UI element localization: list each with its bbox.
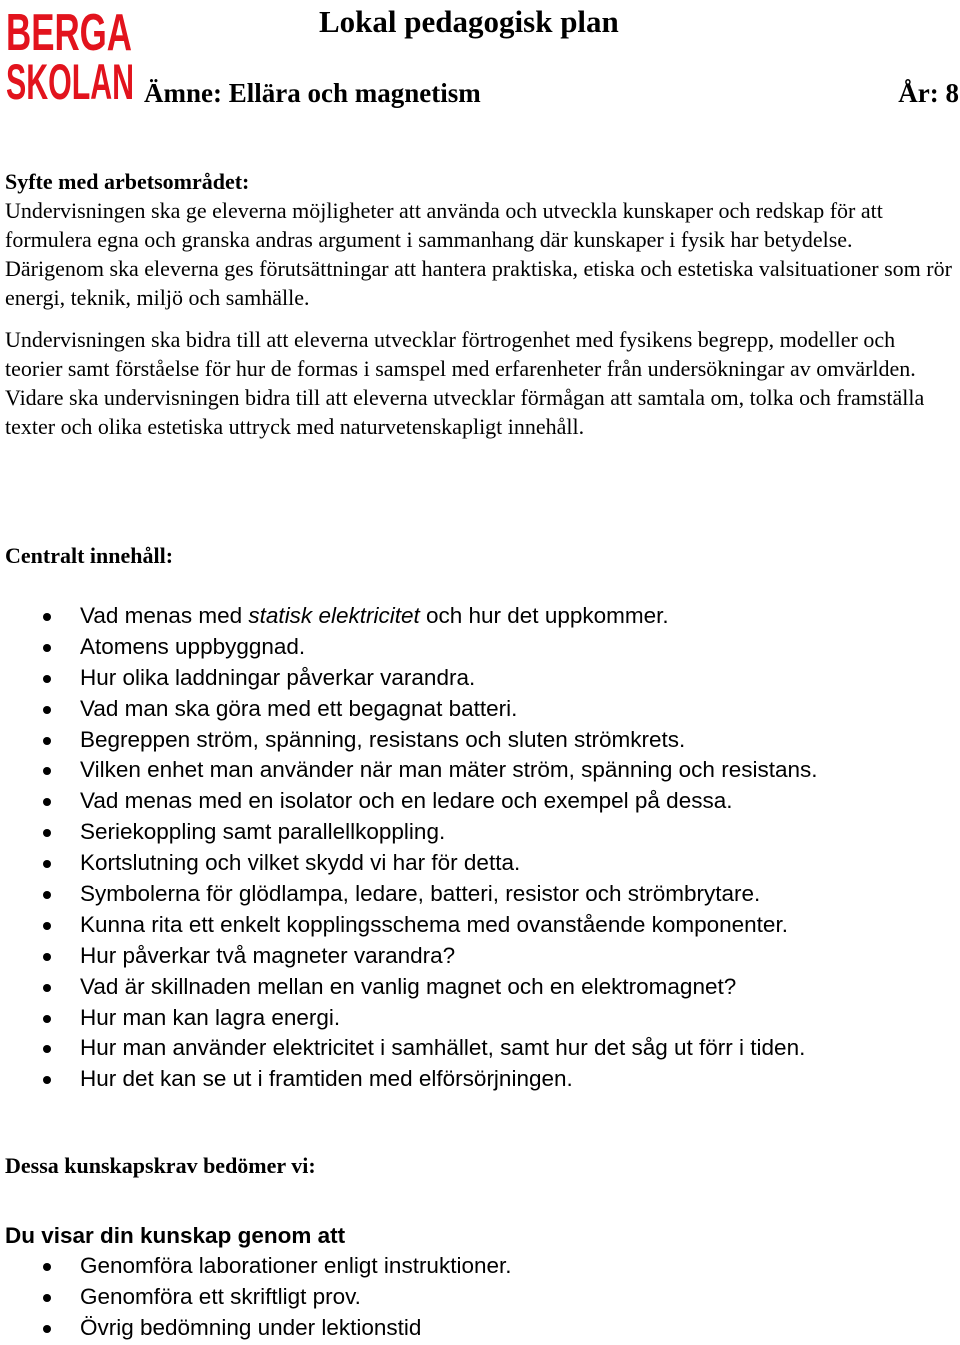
list-item: Genomföra ett skriftligt prov. (5, 1282, 955, 1313)
purpose-heading: Syfte med arbetsområdet: (5, 169, 250, 194)
central-content-section (5, 541, 955, 1095)
list-item-text-start: Vad menas med (80, 603, 249, 628)
list-item: Atomens uppbyggnad. (5, 632, 955, 663)
list-item: Hur man kan lagra energi. (5, 1003, 955, 1034)
school-logo (4, 2, 136, 110)
list-item: Kortslutning och vilket skydd vi har för detta. (5, 848, 955, 879)
list-item: Övrig bedömning under lektionstid (5, 1313, 955, 1344)
assessment-section (5, 1151, 955, 1180)
list-item: Hur man använder elektricitet i samhället, samt hur det såg ut förr i tiden. (5, 1033, 955, 1064)
list-item: Hur påverkar två magneter varandra? (5, 941, 955, 972)
central-content-heading: Centralt innehåll: (5, 543, 174, 568)
list-item: Begreppen ström, spänning, resistans och sluten strömkrets. (5, 725, 955, 756)
list-item: Vad är skillnaden mellan en vanlig magnet och en elektromagnet? (5, 972, 955, 1003)
central-content-list (5, 601, 955, 1095)
document-title: Lokal pedagogisk plan (319, 4, 619, 39)
list-item: Kunna rita ett enkelt kopplingsschema med ovanstående komponenter. (5, 910, 955, 941)
purpose-paragraph: Undervisningen ska bidra till att eleverna utvecklar förtrogenhet med fysikens begrepp, modeller och teorier samt förståelse för hur de formas i samspel med erfarenheter från undersökningar av omvärlden. Vidare ska undervisningen bidra till att eleverna utvecklar förmågan att samtala om, tolka och framställa texter och olika estetiska uttryck med naturvetenskapligt innehåll. (5, 327, 925, 439)
year-label: År: 8 (898, 78, 959, 108)
purpose-section (5, 167, 955, 441)
list-item: Hur det kan se ut i framtiden med elförsörjningen. (5, 1064, 955, 1095)
list-item-emphasis: statisk elektricitet (248, 603, 420, 628)
list-item: Seriekoppling samt parallellkoppling. (5, 817, 955, 848)
berga-skolan-logo-image (4, 2, 136, 110)
subject-heading: Ämne: Ellära och magnetism (144, 78, 481, 108)
assessment-subheading: Du visar din kunskap genom att (5, 1223, 346, 1248)
list-item: Vilken enhet man använder när man mäter ström, spänning och resistans. (5, 755, 955, 786)
list-item (5, 601, 955, 632)
assessment-heading: Dessa kunskapskrav bedömer vi: (5, 1153, 316, 1178)
list-item: Vad man ska göra med ett begagnat batteri. (5, 694, 955, 725)
list-item: Genomföra laborationer enligt instruktioner. (5, 1251, 955, 1282)
list-item: Hur olika laddningar påverkar varandra. (5, 663, 955, 694)
list-item-text-end: och hur det uppkommer. (419, 603, 669, 628)
assessment-methods (5, 1221, 955, 1344)
list-item: Vad menas med en isolator och en ledare och exempel på dessa. (5, 786, 955, 817)
list-item: Symbolerna för glödlampa, ledare, batteri, resistor och strömbrytare. (5, 879, 955, 910)
purpose-paragraph: Undervisningen ska ge eleverna möjligheter att använda och utveckla kunskaper och redskap för att formulera egna och granska andras argument i sammanhang där kunskaper i fysik har betydelse. Därigenom ska eleverna ges förutsättningar att hantera praktiska, etiska och estetiska valsituationer som rör energi, teknik, miljö och samhälle. (5, 198, 952, 310)
assessment-list (5, 1251, 955, 1344)
svg-text:SKOLAN: SKOLAN (6, 54, 134, 110)
svg-text:BERGA: BERGA (6, 4, 132, 62)
